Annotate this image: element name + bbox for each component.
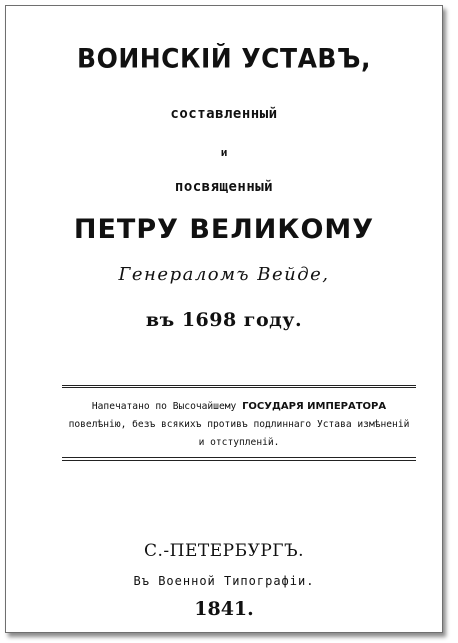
conjunction: и [220,146,228,159]
censorship-line-1-prefix: Напечатано по Высочайшему [91,401,237,412]
imprint-printer: Въ Военной Типографіи. [133,574,315,588]
composition-year-line: въ 1698 году. [145,309,303,331]
title-page [5,5,443,633]
subtitle-dedicated: посвященный [174,179,274,195]
imprint-year: 1841. [194,598,254,620]
bottom-double-rule [62,457,416,461]
dedicatee: ПЕТРУ ВЕЛИКОМУ [73,214,375,245]
censorship-line-2: повелѣнію, безъ всякихъ противъ подлиннаго Устава измѣненій [68,419,410,430]
imprint-city: С.-ПЕТЕРБУРГЪ. [144,541,304,561]
censorship-line-1-emperor: ГОСУДАРЯ ИМПЕРАТОРА [242,401,387,412]
book-title: ВОИНСКІЙ УСТАВЪ, [77,43,371,74]
top-double-rule [62,385,416,388]
author-line: Генераломъ Вейде, [118,264,330,285]
censorship-line-3: и отступленій. [198,437,280,448]
censorship-line-1 [62,399,416,415]
subtitle-composed: составленный [170,106,278,122]
